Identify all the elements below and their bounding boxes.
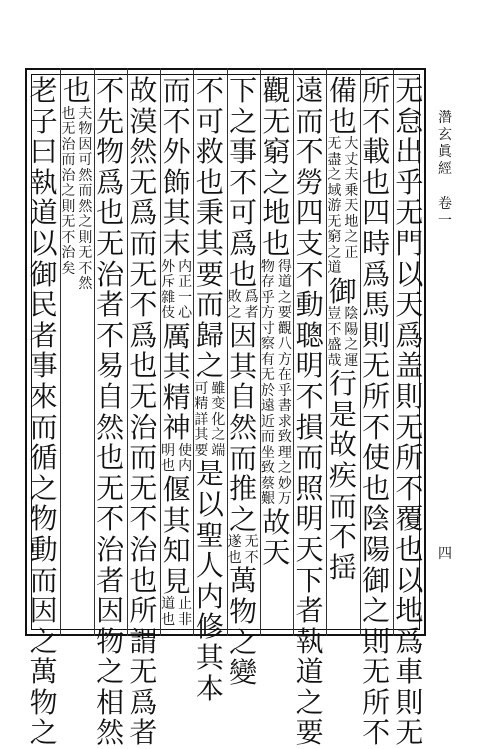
annotation-note	[226, 290, 260, 321]
page-number: 四	[438, 546, 452, 562]
annotation-left: 敗之	[227, 289, 242, 321]
main-text: 故天	[262, 505, 291, 570]
text-column	[391, 74, 427, 749]
annotation-note	[326, 137, 360, 277]
main-text: 備也	[328, 74, 357, 138]
main-text: 遠而不勞四支不動聰明不損而照明天下者執道之要	[295, 74, 324, 749]
main-text: 行是故疾而不揺	[328, 367, 357, 584]
annotation-right: 得道之要觀八方在乎	[277, 258, 292, 399]
annotation-note	[259, 399, 293, 508]
annotation-right: 使内	[178, 442, 193, 475]
annotation-note	[60, 107, 94, 293]
main-text: 故漠然无爲而无不爲也无治而无不治也所謂无爲者	[129, 74, 158, 749]
annotation-left: 明也	[161, 442, 176, 475]
annotation-left: 遠近而坐致蔡艱	[260, 398, 275, 508]
text-column	[358, 74, 394, 749]
annotation-left: 遂也	[227, 534, 242, 566]
main-text: 所不載也四時爲馬則无所不使也陰陽御之則无所不	[362, 74, 391, 749]
annotation-right: 爲者	[244, 289, 259, 321]
main-text: 而不外飾其末	[162, 74, 191, 260]
annotation-note	[193, 382, 227, 460]
annotation-left: 也无治而治之則无不治矣	[61, 105, 76, 277]
main-text: 厲其精神	[162, 319, 191, 445]
main-text: 也	[62, 74, 91, 107]
text-column	[125, 74, 161, 749]
text-column	[192, 74, 228, 705]
annotation-note	[259, 260, 293, 400]
volume-label: 卷一	[438, 196, 452, 229]
annotation-note	[160, 444, 194, 475]
book-title: 濳玄眞經	[438, 110, 452, 177]
main-text: 萬物之變	[229, 564, 258, 690]
main-text: 偃其知見	[162, 472, 191, 598]
text-column	[159, 76, 195, 632]
annotation-note	[326, 307, 360, 369]
annotation-left: 外斥雜伎	[161, 258, 176, 322]
text-column	[258, 76, 294, 632]
main-text: 老子曰執道以御民者事來而循之物動而因之萬物之	[29, 74, 58, 749]
annotation-left: 物存乎方寸察有无於	[260, 258, 275, 399]
main-text: 是以聖人内修其本	[195, 457, 224, 705]
text-column	[292, 74, 328, 749]
annotation-right: 止非	[178, 596, 193, 628]
text-column	[26, 74, 62, 749]
annotation-right: 書求致理之妙万	[277, 398, 292, 508]
text-column	[92, 74, 128, 749]
annotation-note	[226, 535, 260, 566]
main-text: 御	[328, 274, 357, 308]
annotation-right: 陰陽之運	[344, 306, 359, 369]
annotation-right: 大丈夫乗天地之正	[344, 136, 359, 261]
main-text: 下之事不可爲也	[229, 74, 258, 291]
annotation-left: 可精詳其要	[194, 380, 209, 459]
text-column	[325, 76, 361, 632]
main-text: 无怠出乎无門以天爲盖則无所不覆也以地爲車則无	[395, 74, 424, 749]
annotation-right: 无不	[244, 534, 259, 566]
text-column	[59, 76, 95, 632]
annotation-left: 无盡之域游无窮之道	[327, 136, 342, 277]
annotation-right: 雖变化之端	[211, 380, 226, 459]
main-text: 觀无窮之地也	[262, 74, 291, 260]
annotation-note	[160, 260, 194, 322]
annotation-right: 夫物因可然而然之則无不然	[78, 105, 93, 293]
annotation-left: 道也	[161, 596, 176, 628]
main-text: 因其自然而推之	[229, 319, 258, 536]
annotation-right: 内正一心	[178, 258, 193, 322]
text-column	[225, 74, 261, 690]
margin-title	[436, 110, 454, 230]
main-text: 不先物爲也无治者不易自然也无不治者因物之相然	[96, 74, 125, 749]
main-text: 不可救也秉其要而歸之	[195, 74, 224, 383]
annotation-note	[160, 597, 194, 628]
annotation-left: 豈不盛哉	[327, 306, 342, 369]
